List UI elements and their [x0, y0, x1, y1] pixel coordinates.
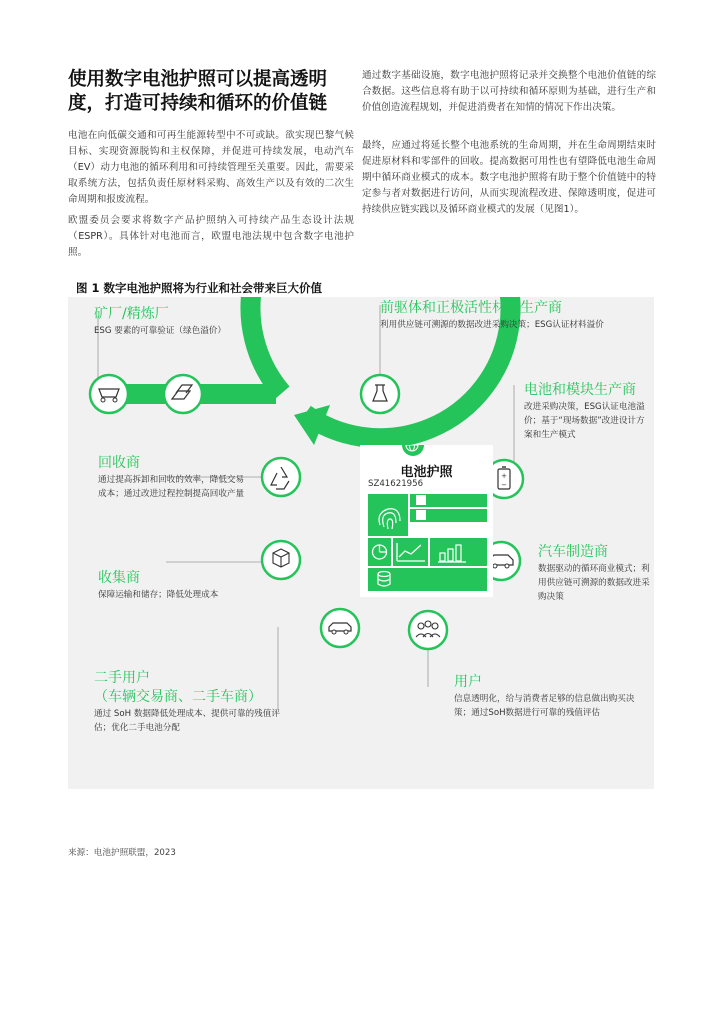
stage-title: 电池和模块生产商	[524, 382, 636, 398]
boxes-icon	[262, 541, 300, 579]
lab-flask-icon	[361, 375, 399, 413]
battery-passport-card	[360, 445, 493, 597]
stage-secondhand-user	[94, 669, 294, 735]
stage-desc: 保障运输和储存；降低处理成本	[98, 590, 219, 600]
figure-title: 图 1 数字电池护照将为行业和社会带来巨大价值	[76, 281, 323, 295]
stage-title: 汽车制造商	[538, 544, 608, 560]
article-title: 使用数字电池护照可以提高透明度，打造可持续和循环的价值链	[68, 69, 328, 114]
paragraph-2: 欧盟委员会要求将数字产品护照纳入可持续产品生态设计法规（ESPR）。具体针对电池而言，欧盟电池法规中包含数字电池护照。	[68, 215, 354, 258]
car-dealer-icon	[321, 609, 359, 647]
mine-cart-icon	[90, 375, 128, 413]
stage-recycler	[98, 454, 250, 501]
stage-subtitle: （车辆交易商、二手车商）	[94, 689, 262, 705]
stage-collector	[98, 569, 228, 602]
stage-mine-refinery	[94, 305, 294, 338]
stage-desc: ESG 要素的可靠验证（绿色溢价）	[94, 326, 226, 336]
globe-icon	[402, 445, 424, 456]
stage-desc: 数据驱动的循环商业模式；利用供应链可溯源的数据改进采购决策	[538, 564, 650, 602]
stage-desc: 通过 SoH 数据降低处理成本、提供可靠的残值评估；优化二手电池分配	[94, 709, 280, 733]
users-icon	[409, 611, 447, 649]
recycle-icon	[262, 458, 300, 496]
stage-title: 用户	[454, 674, 482, 690]
stage-desc: 改进采购决策，ESG认证电池溢价；基于“现场数据”改进设计方案和生产模式	[524, 402, 645, 440]
stage-desc: 通过提高拆卸和回收的效率，降低交易成本；通过改进过程控制提高回收产量	[98, 475, 245, 499]
fingerprint-tile	[368, 494, 408, 536]
stage-desc: 信息透明化，给与消费者足够的信息做出购买决策；通过SoH数据进行可靠的残值评估	[454, 694, 635, 718]
paragraph-3: 通过数字基础设施，数字电池护照将记录并交换整个电池价值链的综合数据。这些信息将有助于以可持续和循环原则为基础，进行生产和价值创造流程规划，并促进消费者在知情的情况下作出决策。	[362, 70, 656, 113]
stage-title: 二手用户	[94, 670, 150, 686]
battery-passport-title: 电池护照	[400, 465, 453, 480]
document-icon-2	[416, 510, 426, 520]
paragraph-4: 最终，应通过将延长整个电池系统的生命周期，并在生命周期结束时促进原材料和零部件的回收。提高数据可用性也有望降低电池生命周期中循环商业模式的成本。数字电池护照将有助于整个价值链中的特定参与者对数据进行访问，从而实现流程改进、保障透明度，促进可持续供应链实践以及循环商业模式的发展（见图1）。	[362, 140, 656, 215]
figure-source: 来源：电池护照联盟，2023	[68, 848, 176, 858]
stage-precursor-producer	[380, 299, 610, 332]
stage-title: 前驱体和正极活性材料生产商	[380, 300, 562, 316]
stage-user	[454, 673, 650, 720]
battery-passport-id: SZ41621956	[368, 479, 424, 489]
svg-text:+: +	[501, 472, 507, 480]
paragraph-1: 电池在向低碳交通和可再生能源转型中不可或缺。欲实现巴黎气候目标、实现资源脱钩和主权保障，并促进可持续发展，电动汽车（EV）动力电池的循环利用和可持续管理至关重要。因此，需要采取系统方法，包括负责任原材料采购、高效生产以及有效的二次生命周期和报废流程。	[68, 130, 354, 205]
figure-panel	[68, 297, 654, 789]
svg-text:−: −	[501, 481, 507, 489]
line-chart-tile	[393, 538, 428, 566]
document-icon	[416, 495, 426, 505]
stage-battery-producer	[524, 381, 650, 442]
stage-desc: 利用供应链可溯源的数据改进采购决策；ESG认证材料溢价	[380, 320, 604, 330]
stage-car-manufacturer	[538, 543, 650, 604]
stage-title: 矿厂/精炼厂	[94, 306, 169, 322]
stage-title: 回收商	[98, 455, 140, 471]
stage-title: 收集商	[98, 570, 140, 586]
gold-bars-icon	[164, 375, 202, 413]
